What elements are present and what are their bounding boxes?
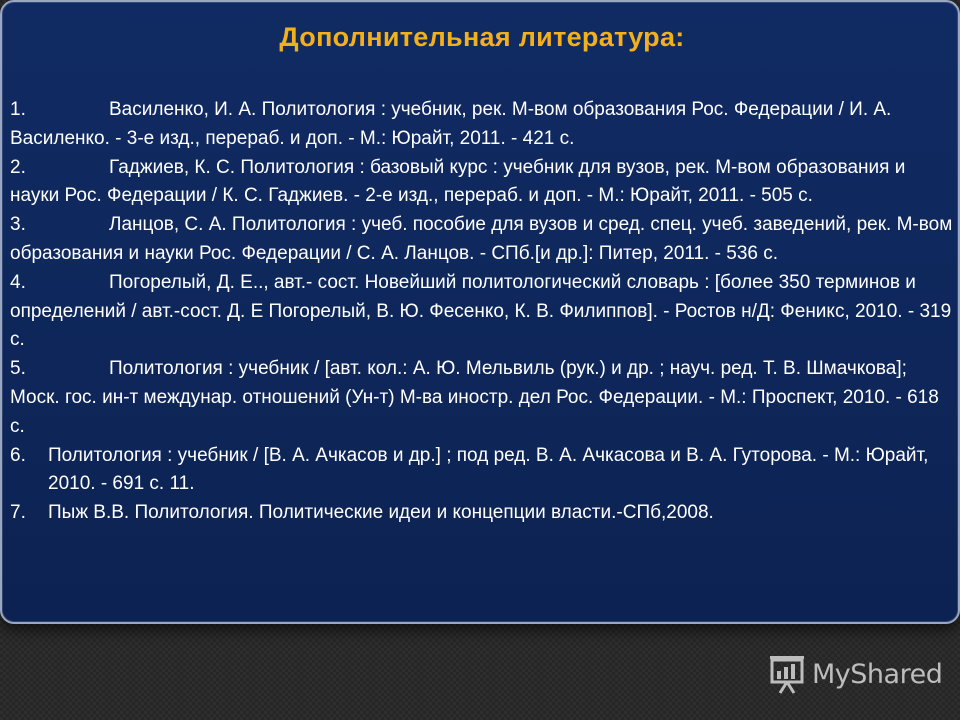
reference-item-7 [10, 499, 954, 528]
reference-item-6 [10, 442, 954, 500]
reference-text: Ланцов, С. А. Политология : учеб. пособие для вузов и сред. спец. учеб. заведений, рек. М-вом образования и науки Рос. Федерации / С. А. Ланцов. - СПб.[и др.]: Питер, 2011. - 536 с. [10, 214, 953, 264]
reference-number: 3. [10, 214, 26, 236]
reference-number: 1. [10, 99, 26, 120]
slide-title: Дополнительная литература: [279, 22, 685, 52]
projector-screen-icon [768, 653, 806, 695]
reference-text: Политология : учебник / [В. А. Ачкасов и др.] ; под ред. В. А. Ачкасова и В. А. Гуторова. - М.: Юрайт, 2010. - 691 с. 11. [48, 444, 929, 495]
reference-number: 2. [10, 156, 26, 178]
reference-item-5 [10, 355, 954, 441]
reference-item-1 [10, 96, 954, 154]
reference-number: 7. [10, 502, 26, 524]
reference-list [10, 96, 954, 528]
reference-text: Василенко, И. А. Политология : учебник, рек. М-вом образования Рос. Федерации / И. А. Василенко. - 3-е изд., перераб. и доп. - М.: Юрайт, 2011. - 421 с. [10, 99, 892, 149]
watermark[interactable] [768, 652, 942, 696]
reference-item-4 [10, 269, 954, 355]
reference-text: Гаджиев, К. С. Политология : базовый курс : учебник для вузов, рек. М-вом образования и науки Рос. Федерации / К. С. Гаджиев. - 2-е изд., перераб. и доп. - М.: Юрайт, 2011. - 505 с. [10, 156, 906, 207]
reference-item-3 [10, 211, 954, 269]
reference-number: 5. [10, 358, 26, 380]
reference-number: 6. [10, 444, 26, 466]
reference-item-2 [10, 154, 954, 212]
reference-number: 4. [10, 271, 26, 293]
reference-text: Погорелый, Д. Е.., авт.- сост. Новейший политологический словарь : [более 350 терминов и определений / авт.-сост. Д. Е Погорелый, В. Ю. Фесенко, К. В. Филиппов]. - Ростов н/Д: Феникс, 2010. - 319 с. [10, 271, 952, 351]
reference-text: Пыж В.В. Политология. Политические идеи и концепции власти.-СПб,2008. [48, 502, 714, 524]
watermark-text: MyShared [812, 658, 943, 690]
reference-text: Политология : учебник / [авт. кол.: А. Ю. Мельвиль (рук.) и др. ; науч. ред. Т. В. Шмачкова]; Моск. гос. ин-т междунар. отношений (Ун-т) М-ва иностр. дел Рос. Федерации. - М.: Проспект, 2010. - 618 с. [10, 358, 939, 437]
